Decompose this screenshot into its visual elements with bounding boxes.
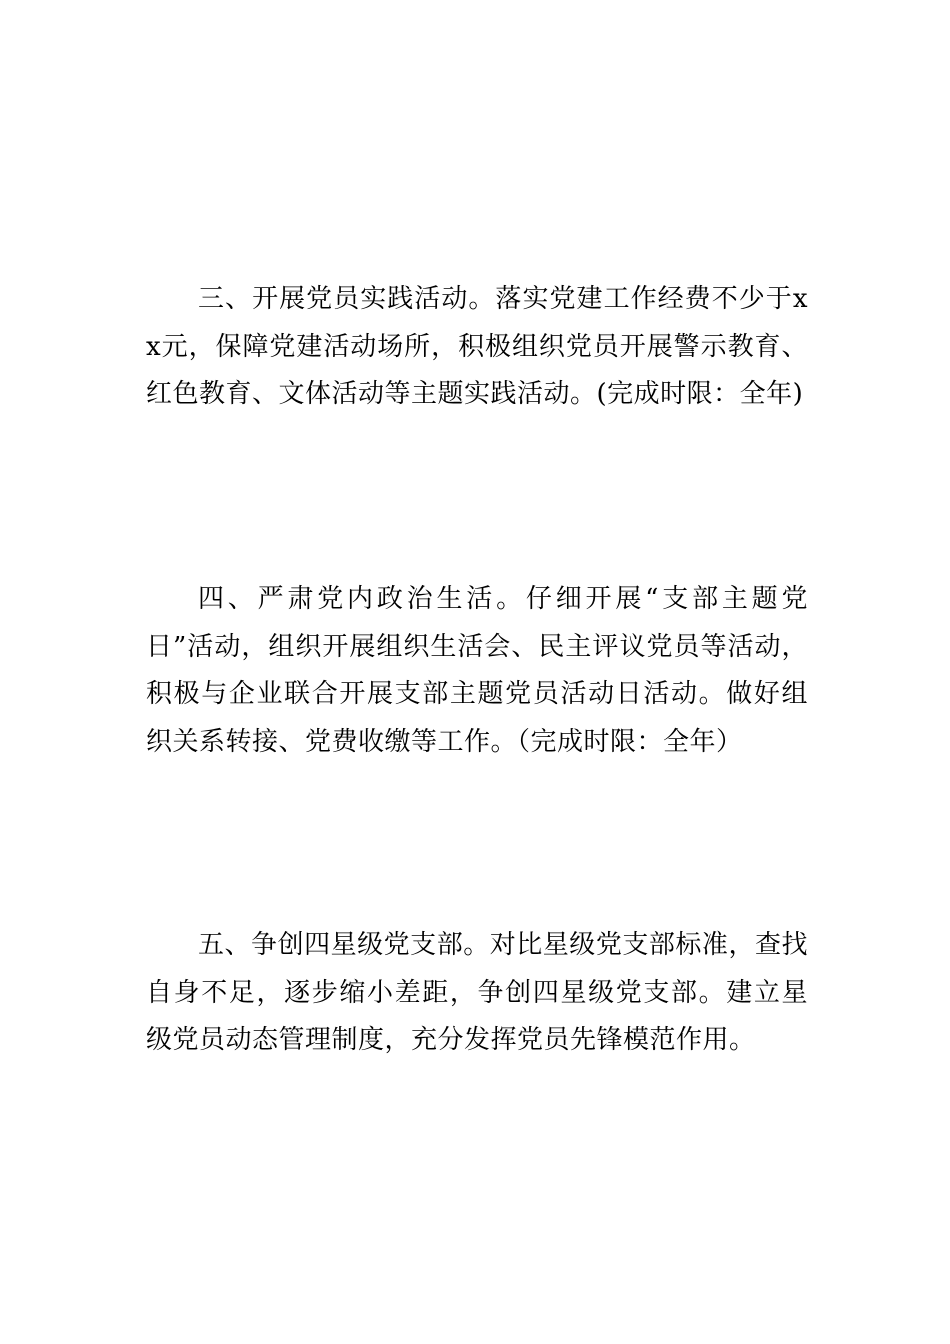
paragraph-section-4: 四、严肃党内政治生活。仔细开展“支部主题党日”活动，组织开展组织生活会、民主评议党员等活动，积极与企业联合开展支部主题党员活动日活动。做好组织关系转接、党费收缴等工作。（完成时限：全年）	[146, 584, 808, 757]
paragraph-section-5: 五、争创四星级党支部。对比星级党支部标准，查找自身不足，逐步缩小差距，争创四星级党支部。建立星级党员动态管理制度，充分发挥党员先锋模范作用。	[146, 930, 808, 1055]
paragraph-section-3: 三、开展党员实践活动。落实党建工作经费不少于xx元，保障党建活动场所，积极组织党员开展警示教育、红色教育、文体活动等主题实践活动。(完成时限：全年)	[146, 284, 808, 409]
